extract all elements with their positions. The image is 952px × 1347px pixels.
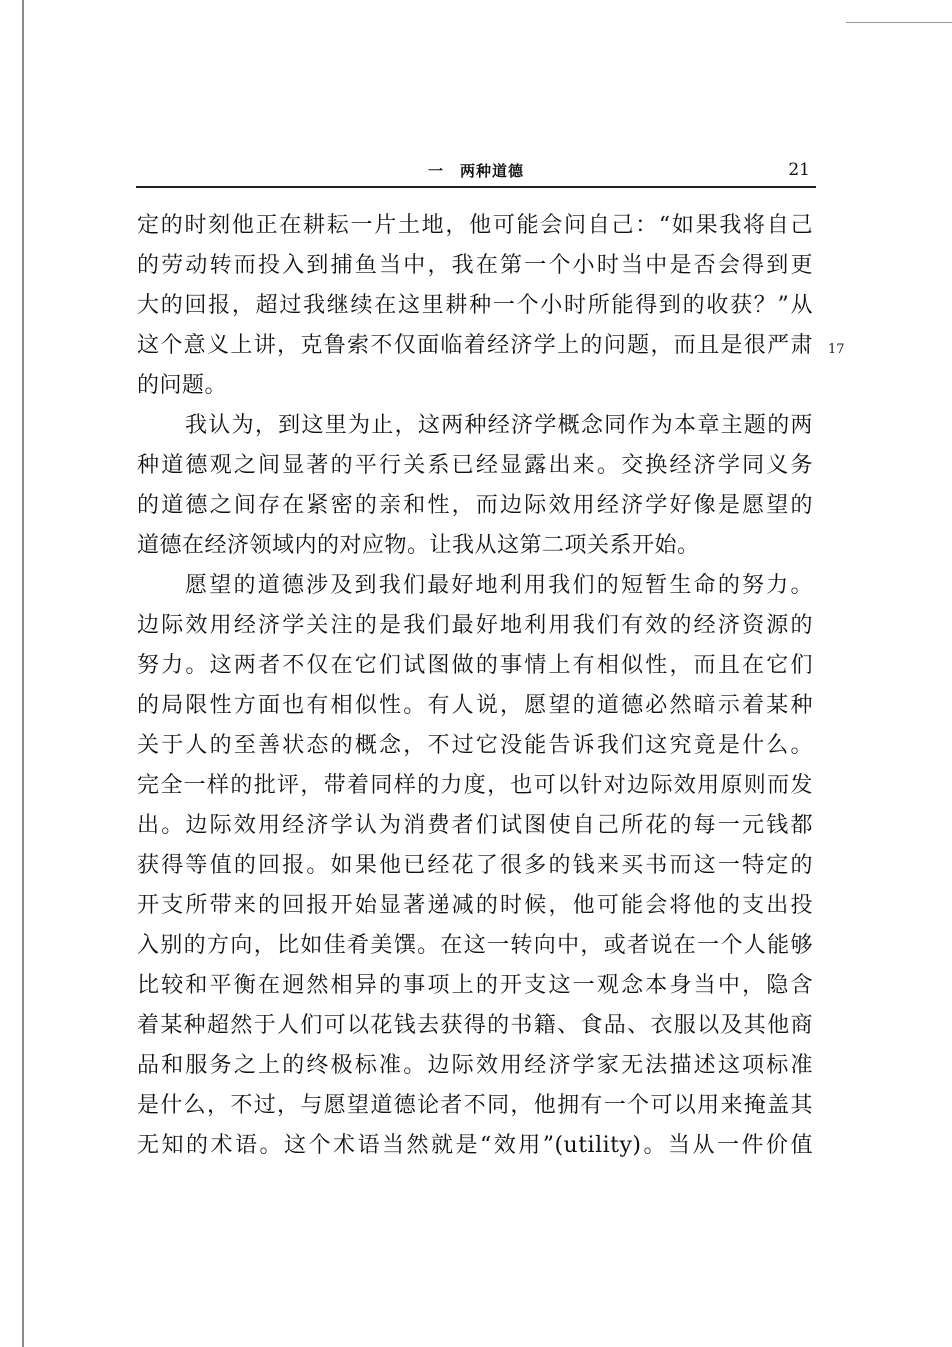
text-line: 定的时刻他正在耕耘一片土地，他可能会问自己：“如果我将自己 [137, 213, 813, 238]
text-line: 边际效用经济学关注的是我们最好地利用我们有效的经济资源的 [137, 613, 813, 638]
text-line: 获得等值的回报。如果他已经花了很多的钱来买书而这一特定的 [137, 853, 813, 878]
page-number: 21 [788, 160, 810, 180]
text-line: 品和服务之上的终极标准。边际效用经济学家无法描述这项标准 [137, 1053, 813, 1078]
text-line: 这个意义上讲，克鲁索不仅面临着经济学上的问题，而且是很严肃 [137, 333, 813, 358]
text-line: 大的回报，超过我继续在这里耕种一个小时所能得到的收获？”从 [137, 293, 813, 318]
header-rule [136, 186, 816, 188]
text-line: 关于人的至善状态的概念，不过它没能告诉我们这究竟是什么。 [137, 733, 813, 758]
running-header [136, 160, 816, 184]
text-line: 无知的术语。这个术语当然就是“效用”(utility)。当从一件价值 [137, 1133, 813, 1158]
text-line: 入别的方向，比如佳肴美馔。在这一转向中，或者说在一个人能够 [137, 933, 813, 958]
text-line: 的问题。 [137, 373, 228, 398]
text-line: 的局限性方面也有相似性。有人说，愿望的道德必然暗示着某种 [137, 693, 813, 718]
text-line: 出。边际效用经济学认为消费者们试图使自己所花的每一元钱都 [137, 813, 813, 838]
text-line: 愿望的道德涉及到我们最好地利用我们的短暂生命的努力。 [185, 573, 813, 598]
scan-edge-line [22, 0, 24, 1347]
text-line: 努力。这两者不仅在它们试图做的事情上有相似性，而且在它们 [137, 653, 813, 678]
text-line: 道德在经济领域内的对应物。让我从这第二项关系开始。 [137, 533, 700, 558]
text-line: 是什么，不过，与愿望道德论者不同，他拥有一个可以用来掩盖其 [137, 1093, 813, 1118]
text-line: 比较和平衡在迥然相异的事项上的开支这一观念本身当中，隐含 [137, 973, 813, 998]
text-line: 种道德观之间显著的平行关系已经显露出来。交换经济学同义务 [137, 453, 813, 478]
running-header-title: 一 两种道德 [427, 162, 524, 180]
margin-page-reference: 17 [828, 342, 845, 357]
scan-corner-mark [846, 22, 952, 23]
text-line: 的劳动转而投入到捕鱼当中，我在第一个小时当中是否会得到更 [137, 253, 813, 278]
text-line: 完全一样的批评，带着同样的力度，也可以针对边际效用原则而发 [137, 773, 813, 798]
text-line: 的道德之间存在紧密的亲和性，而边际效用经济学好像是愿望的 [137, 493, 813, 518]
text-line: 着某种超然于人们可以花钱去获得的书籍、食品、衣服以及其他商 [137, 1013, 813, 1038]
body-text [137, 206, 813, 1166]
text-line: 开支所带来的回报开始显著递减的时候，他可能会将他的支出投 [137, 893, 813, 918]
text-line: 我认为，到这里为止，这两种经济学概念同作为本章主题的两 [185, 413, 813, 438]
